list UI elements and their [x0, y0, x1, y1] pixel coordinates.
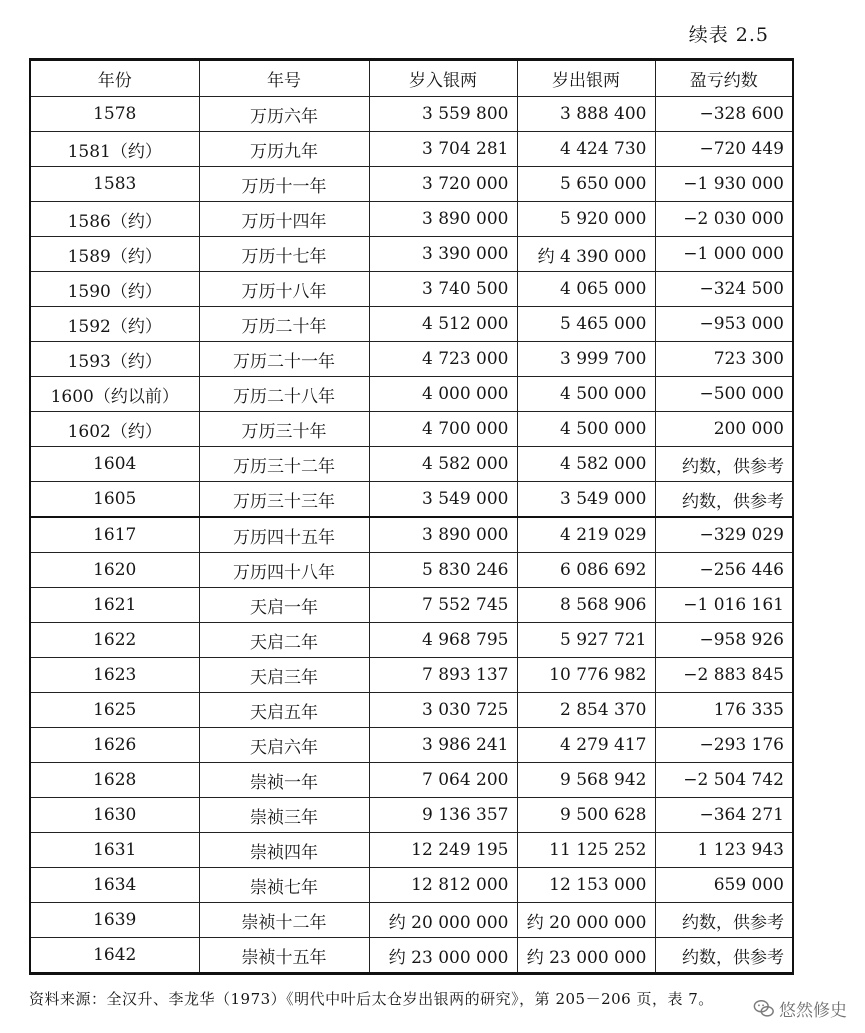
income-cell: 3 890 000: [369, 202, 517, 237]
income-cell: 3 559 800: [369, 97, 517, 132]
table-row: [30, 307, 793, 342]
year-cell: 1590（约）: [30, 272, 199, 307]
table-row: [30, 272, 793, 307]
expense-cell: 4 065 000: [517, 272, 655, 307]
year-cell: 1583: [30, 167, 199, 202]
table-row: [30, 868, 793, 903]
balance-cell: −953 000: [655, 307, 793, 342]
era-cell: 崇祯十二年: [199, 903, 369, 938]
table-row: [30, 447, 793, 482]
era-cell: 天启五年: [199, 693, 369, 728]
income-cell: 3 704 281: [369, 132, 517, 167]
expense-cell: 2 854 370: [517, 693, 655, 728]
year-cell: 1600（约以前）: [30, 377, 199, 412]
income-cell: 4 512 000: [369, 307, 517, 342]
era-cell: 天启二年: [199, 623, 369, 658]
expense-cell: 约 4 390 000: [517, 237, 655, 272]
expense-cell: 5 927 721: [517, 623, 655, 658]
era-cell: 万历十四年: [199, 202, 369, 237]
year-cell: 1592（约）: [30, 307, 199, 342]
income-cell: 4 700 000: [369, 412, 517, 447]
year-cell: 1621: [30, 588, 199, 623]
table-row: [30, 833, 793, 868]
expense-cell: 9 568 942: [517, 763, 655, 798]
expense-cell: 5 465 000: [517, 307, 655, 342]
era-cell: 万历十一年: [199, 167, 369, 202]
era-cell: 万历三十年: [199, 412, 369, 447]
expense-cell: 8 568 906: [517, 588, 655, 623]
header-era: 年号: [199, 60, 369, 97]
year-cell: 1623: [30, 658, 199, 693]
expense-cell: 3 888 400: [517, 97, 655, 132]
year-cell: 1589（约）: [30, 237, 199, 272]
year-cell: 1586（约）: [30, 202, 199, 237]
era-cell: 崇祯四年: [199, 833, 369, 868]
table-row: [30, 482, 793, 518]
table-row: [30, 237, 793, 272]
table-row: [30, 167, 793, 202]
era-cell: 崇祯七年: [199, 868, 369, 903]
income-cell: 3 986 241: [369, 728, 517, 763]
balance-cell: 200 000: [655, 412, 793, 447]
table-row: [30, 202, 793, 237]
income-cell: 12 812 000: [369, 868, 517, 903]
year-cell: 1626: [30, 728, 199, 763]
year-cell: 1628: [30, 763, 199, 798]
expense-cell: 10 776 982: [517, 658, 655, 693]
header-year: 年份: [30, 60, 199, 97]
watermark-text: 悠然修史: [779, 1001, 847, 1021]
table-row: [30, 798, 793, 833]
table-row: [30, 517, 793, 553]
year-cell: 1602（约）: [30, 412, 199, 447]
era-cell: 天启一年: [199, 588, 369, 623]
era-cell: 万历二十八年: [199, 377, 369, 412]
balance-cell: 1 123 943: [655, 833, 793, 868]
income-cell: 约 23 000 000: [369, 938, 517, 974]
balance-cell: −293 176: [655, 728, 793, 763]
balance-cell: 约数，供参考: [655, 482, 793, 518]
era-cell: 崇祯十五年: [199, 938, 369, 974]
table-row: [30, 623, 793, 658]
year-cell: 1617: [30, 517, 199, 553]
balance-cell: −2 883 845: [655, 658, 793, 693]
balance-cell: −958 926: [655, 623, 793, 658]
balance-cell: 176 335: [655, 693, 793, 728]
expense-cell: 3 999 700: [517, 342, 655, 377]
year-cell: 1625: [30, 693, 199, 728]
expense-cell: 4 500 000: [517, 412, 655, 447]
table-row: [30, 132, 793, 167]
table-row: [30, 658, 793, 693]
income-cell: 3 890 000: [369, 517, 517, 553]
era-cell: 万历四十五年: [199, 517, 369, 553]
year-cell: 1620: [30, 553, 199, 588]
era-cell: 崇祯三年: [199, 798, 369, 833]
table-row: [30, 728, 793, 763]
year-cell: 1593（约）: [30, 342, 199, 377]
table-header-row: [30, 60, 793, 97]
expense-cell: 6 086 692: [517, 553, 655, 588]
era-cell: 万历二十一年: [199, 342, 369, 377]
balance-cell: −328 600: [655, 97, 793, 132]
balance-cell: 约数，供参考: [655, 938, 793, 974]
income-cell: 5 830 246: [369, 553, 517, 588]
expense-cell: 9 500 628: [517, 798, 655, 833]
expense-cell: 4 424 730: [517, 132, 655, 167]
income-cell: 7 552 745: [369, 588, 517, 623]
income-cell: 3 549 000: [369, 482, 517, 518]
table-row: [30, 97, 793, 132]
income-cell: 4 723 000: [369, 342, 517, 377]
era-cell: 万历四十八年: [199, 553, 369, 588]
table-body: [30, 97, 793, 974]
table-row: [30, 693, 793, 728]
year-cell: 1631: [30, 833, 199, 868]
expense-cell: 4 582 000: [517, 447, 655, 482]
income-cell: 12 249 195: [369, 833, 517, 868]
year-cell: 1578: [30, 97, 199, 132]
revenue-table: [29, 58, 794, 975]
watermark: [753, 996, 847, 1021]
expense-cell: 4 500 000: [517, 377, 655, 412]
header-balance: 盈亏约数: [655, 60, 793, 97]
expense-cell: 4 219 029: [517, 517, 655, 553]
balance-cell: 约数，供参考: [655, 903, 793, 938]
balance-cell: −364 271: [655, 798, 793, 833]
income-cell: 3 720 000: [369, 167, 517, 202]
expense-cell: 约 20 000 000: [517, 903, 655, 938]
year-cell: 1642: [30, 938, 199, 974]
expense-cell: 3 549 000: [517, 482, 655, 518]
balance-cell: −324 500: [655, 272, 793, 307]
table-row: [30, 938, 793, 974]
wechat-icon: [753, 998, 775, 1020]
balance-cell: 659 000: [655, 868, 793, 903]
balance-cell: −500 000: [655, 377, 793, 412]
expense-cell: 4 279 417: [517, 728, 655, 763]
table-row: [30, 903, 793, 938]
era-cell: 万历三十二年: [199, 447, 369, 482]
income-cell: 7 893 137: [369, 658, 517, 693]
income-cell: 约 20 000 000: [369, 903, 517, 938]
era-cell: 万历十七年: [199, 237, 369, 272]
era-cell: 万历九年: [199, 132, 369, 167]
year-cell: 1639: [30, 903, 199, 938]
expense-cell: 12 153 000: [517, 868, 655, 903]
balance-cell: −720 449: [655, 132, 793, 167]
income-cell: 9 136 357: [369, 798, 517, 833]
table-caption: 续表 2.5: [688, 24, 769, 46]
income-cell: 3 390 000: [369, 237, 517, 272]
expense-cell: 5 650 000: [517, 167, 655, 202]
year-cell: 1581（约）: [30, 132, 199, 167]
income-cell: 4 582 000: [369, 447, 517, 482]
year-cell: 1622: [30, 623, 199, 658]
era-cell: 崇祯一年: [199, 763, 369, 798]
balance-cell: −329 029: [655, 517, 793, 553]
table-row: [30, 763, 793, 798]
balance-cell: −1 016 161: [655, 588, 793, 623]
year-cell: 1630: [30, 798, 199, 833]
era-cell: 天启六年: [199, 728, 369, 763]
era-cell: 万历三十三年: [199, 482, 369, 518]
balance-cell: 723 300: [655, 342, 793, 377]
balance-cell: −1 930 000: [655, 167, 793, 202]
table-row: [30, 588, 793, 623]
balance-cell: 约数，供参考: [655, 447, 793, 482]
table-row: [30, 342, 793, 377]
era-cell: 万历六年: [199, 97, 369, 132]
income-cell: 4 968 795: [369, 623, 517, 658]
income-cell: 3 740 500: [369, 272, 517, 307]
header-expense: 岁出银两: [517, 60, 655, 97]
year-cell: 1604: [30, 447, 199, 482]
income-cell: 3 030 725: [369, 693, 517, 728]
table-row: [30, 377, 793, 412]
year-cell: 1634: [30, 868, 199, 903]
expense-cell: 5 920 000: [517, 202, 655, 237]
balance-cell: −1 000 000: [655, 237, 793, 272]
year-cell: 1605: [30, 482, 199, 518]
table-row: [30, 412, 793, 447]
era-cell: 万历二十年: [199, 307, 369, 342]
expense-cell: 约 23 000 000: [517, 938, 655, 974]
era-cell: 万历十八年: [199, 272, 369, 307]
expense-cell: 11 125 252: [517, 833, 655, 868]
income-cell: 7 064 200: [369, 763, 517, 798]
balance-cell: −2 030 000: [655, 202, 793, 237]
era-cell: 天启三年: [199, 658, 369, 693]
income-cell: 4 000 000: [369, 377, 517, 412]
balance-cell: −2 504 742: [655, 763, 793, 798]
source-note: 资料来源：全汉升、李龙华（1973）《明代中叶后太仓岁出银两的研究》，第 205－206 页，表 7。: [29, 990, 714, 1008]
header-income: 岁入银两: [369, 60, 517, 97]
table-row: [30, 553, 793, 588]
balance-cell: −256 446: [655, 553, 793, 588]
